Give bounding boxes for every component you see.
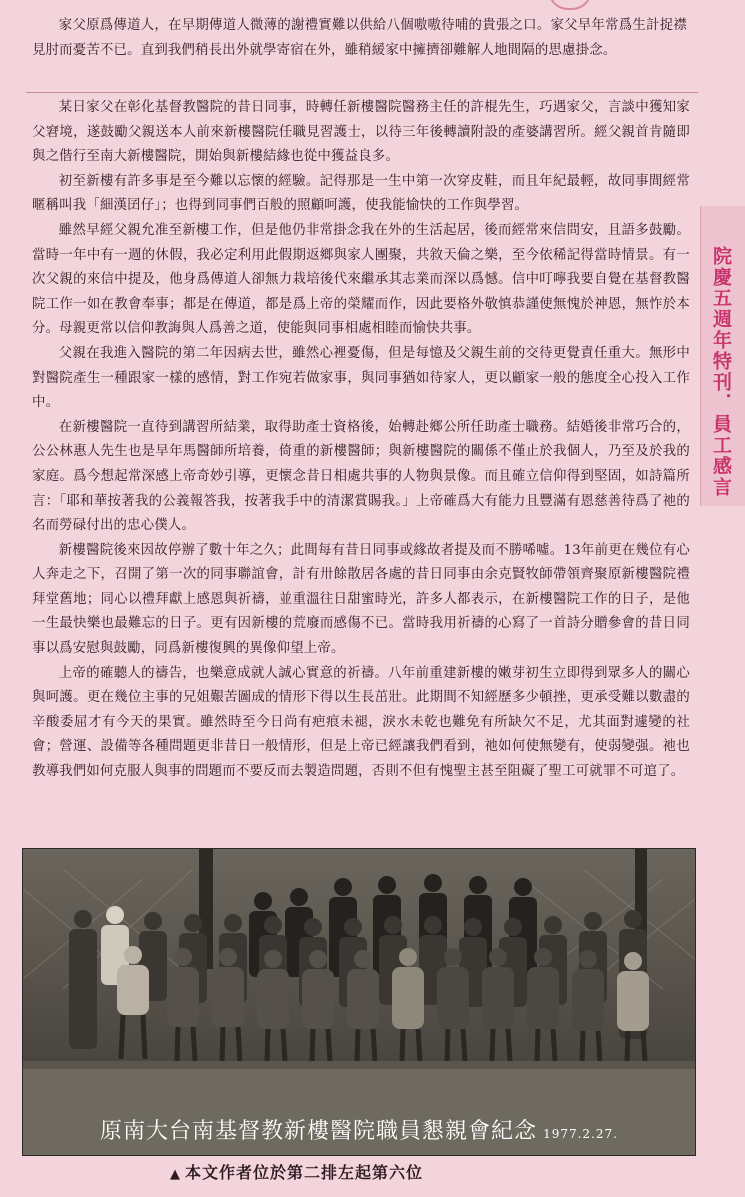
intro-section (32, 14, 687, 63)
paragraph-6: 新樓醫院後來因故停辦了數十年之久；此間每有昔日同事或緣故者提及而不勝唏噓。13年前更在幾位有心人奔走之下，召開了第一次的同事聯誼會，計有卅餘散居各處的昔日同事由余克賢牧師帶領齊聚原新樓醫院禮拜堂舊地；同心以禮拜獻上感恩與祈禱，並重溫往日甜蜜時光，許多人都表示，在新樓醫院工作的日子，是他一生最快樂也最難忘的日子。更有因新樓的荒廢而感傷不已。當時我用祈禱的心寫了一首詩分贈參會的昔日同事以爲安慰與鼓勵，同爲新樓復興的異像仰望上帝。 (32, 542, 690, 657)
paragraph-1: 某日家父在彰化基督教醫院的昔日同事，時轉任新樓醫院醫務主任的許棍先生，巧遇家父，言談中獲知家父窘境，遂鼓勵父親送本人前來新樓醫院任職見習護士，以待三年後轉讀附設的產婆講習所。經父親首肯隨即與之偕行至南大新樓醫院，開始與新樓結緣也從中獲益良多。 (32, 100, 690, 165)
photo-caption (23, 1114, 695, 1145)
decorative-arc (548, 0, 592, 10)
group-photo-image (23, 849, 695, 1155)
section-divider (26, 92, 698, 93)
intro-paragraph: 家父原爲傳道人，在早期傳道人微薄的謝禮實難以供給八個嗷嗷待哺的貴張之口。家父早年常爲生計捉襟見肘而憂苦不已。直到我們稍長出外就學寄宿在外，雖稍緩家中擁擠卻難解人地間隔的思慮掛念。 (32, 18, 687, 58)
paragraph-5: 在新樓醫院一直待到講習所結業，取得助產士資格後，始轉赴鄉公所任助產士職務。結婚後非常巧合的，公公林惠人先生也是早年馬醫師所培養，倚重的新樓醫師；與新樓醫院的關係不僅止於我個人，乃至及於我的家庭。爲今想起常深感上帝奇妙引導，更懷念昔日相處共事的人物與景像。而且確立信仰得到堅固，如詩篇所言：「耶和華按著我的公義報答我，按著我手中的清潔賞賜我。」上帝確爲大有能力且豐滿有恩慈善待爲了祂的名而勞碌付出的忠心僕人。 (32, 419, 690, 534)
paragraph-3: 雖然早經父親允准至新樓工作，但是他仍非常掛念我在外的生活起居，後而經常來信問安，且語多鼓勵。當時一年中有一週的休假，我必定利用此假期返鄉與家人團聚，共敘天倫之樂，至今依稀記得當時情景。有一次父親的來信中提及，他身爲傳道人卻無力栽培後代來繼承其志業而深以爲憾。信中叮嚀我要自覺在基督教醫院工作一如在教會奉事；都是在傳道，都是爲上帝的榮耀而作，因此要格外敬慎恭謹使無愧於神恩，無怍於本分。母親更常以信仰教誨與人爲善之道，使能與同事相處相睦而愉快共事。 (32, 222, 690, 337)
paragraph-7: 上帝的確聽人的禱告，也樂意成就人誠心實意的祈禱。八年前重建新樓的嫩芽初生立即得到眾多人的關心與呵護。更在幾位主事的兄姐艱苦圖成的情形下得以生長茁壯。此期間不知經歷多少頓挫，更承受難以數盡的辛酸委屈才有今天的果實。雖然時至今日尚有疤痕未褪，淚水未乾也難免有所缺欠不足，尤其面對遽變的社會；營運、設備等各種問題更非昔日一般情形，但是上帝已經讓我們看到，祂如何使無變有，使弱變强。祂也教導我們如何克服人與事的問題而不要反而去製造問題，否則不但有愧聖主甚至阻礙了聖工可就罪不可逭了。 (32, 665, 690, 780)
photo-caption-text: 原南大台南基督教新樓醫院職員懇親會紀念 (100, 1119, 538, 1144)
article-body (32, 96, 690, 785)
photo-date: 1977.2.27. (543, 1127, 618, 1141)
paragraph-2: 初至新樓有許多事是至今難以忘懷的經驗。記得那是一生中第一次穿皮鞋，而且年紀最輕，故同事間經常暱稱叫我「細漢囝仔」；也得到同事們百般的照顧呵護，使我能愉快的工作與學習。 (32, 173, 690, 214)
triangle-icon: ▲ (170, 1167, 181, 1182)
side-title: 院慶五週年特刊．員工感言 (710, 246, 732, 498)
photo-note (170, 1160, 570, 1183)
paragraph-4: 父親在我進入醫院的第二年因病去世，雖然心裡憂傷，但是每憶及父親生前的交待更覺責任重大。無形中對醫院產生一種跟家一樣的感情，對工作宛若做家事，與同事猶如待家人，更以顧家一般的態度全心投入工作中。 (32, 345, 690, 411)
group-photo (22, 848, 696, 1156)
photo-note-text: 本文作者位於第二排左起第六位 (185, 1163, 424, 1182)
